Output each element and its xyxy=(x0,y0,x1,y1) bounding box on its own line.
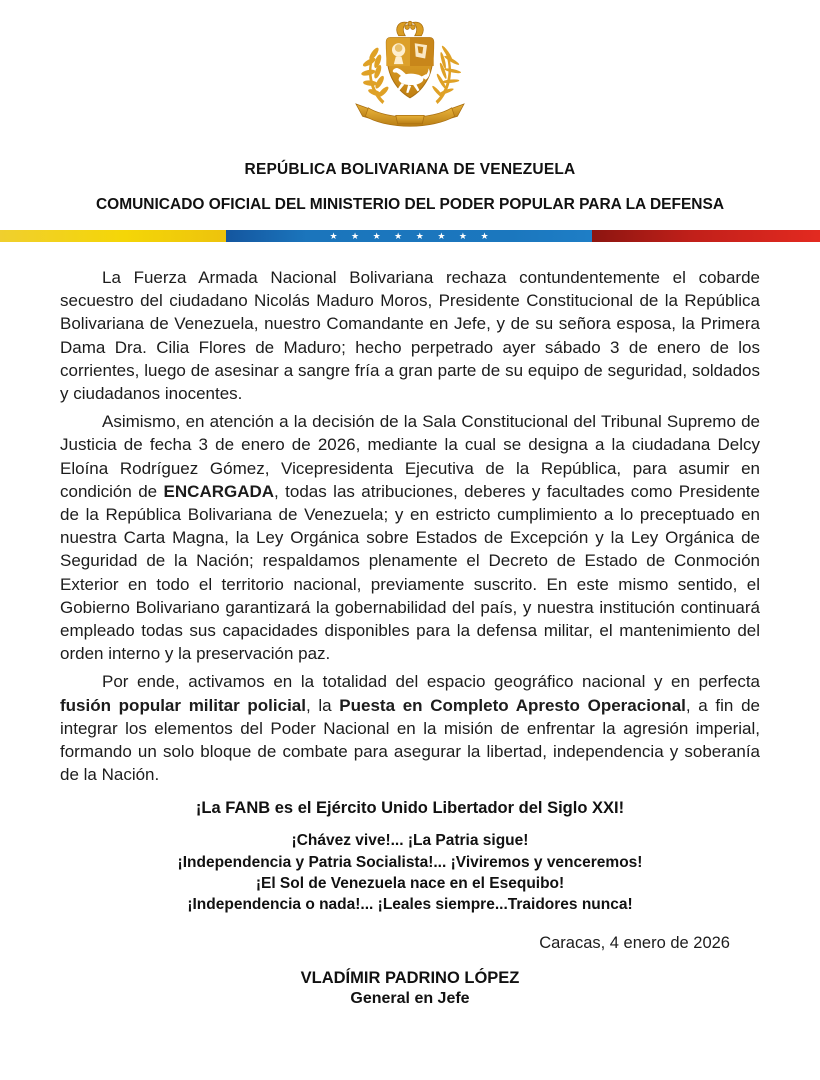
signature-name: VLADÍMIR PADRINO LÓPEZ xyxy=(300,968,520,987)
fanb-headline: ¡La FANB es el Ejército Unido Libertador del Siglo XXI! xyxy=(195,799,625,818)
dateline: Caracas, 4 enero de 2026 xyxy=(539,933,730,952)
communique-title: COMUNICADO OFICIAL DEL MINISTERIO DEL PODER POPULAR PARA LA DEFENSA xyxy=(95,196,725,213)
paragraph-3-bold-fusion: fusión popular militar policial xyxy=(60,695,306,715)
paragraph-2 xyxy=(60,410,760,665)
signature-rank: General en Jefe xyxy=(350,989,470,1007)
slogan-line-3: ¡El Sol de Venezuela nace en el Esequibo! xyxy=(255,875,565,893)
flag-stars-icon: ★ ★ ★ ★ ★ ★ ★ ★ xyxy=(329,231,491,241)
paragraph-2-text: Asimismo, en atención a la decisión de la Sala Constitucional del Tribunal Supremo de Justicia de fecha 3 de enero de 2026, mediante la cual se designa a la ciudadana Delcy Eloína Rodríguez Gómez, Vicepresidenta Ejecutiva de la República, para asumir en condición de xyxy=(60,412,760,501)
flag-bar xyxy=(0,230,820,242)
emblem-container xyxy=(0,0,820,145)
country-title: REPÚBLICA BOLIVARIANA DE VENEZUELA xyxy=(244,161,576,178)
paragraph-2-text-cont: , todas las atribuciones, deberes y facultades como Presidente de la República Bolivariana de Venezuela; y en estricto cumplimiento a lo preceptuado en nuestra Carta Magna, la Ley Orgánica sobre Estados de Excepción y la Ley Orgánica de Seguridad de la Nación; respaldamos plenamente el Decreto de Estado de Conmoción Exterior en todo el territorio nacional, previamente suscrito. En este mismo sentido, el Gobierno Bolivariano garantizará la gobernabilidad del país, y nuestra institución continuará empleado todas sus capacidades disponibles para la defensa militar, el mantenimiento del orden interno y la preservación paz. xyxy=(60,481,760,664)
paragraph-3-text: Por ende, activamos en la totalidad del espacio geográfico nacional y en perfecta xyxy=(102,672,760,692)
slogan-block xyxy=(60,830,760,915)
slogan-line-2: ¡Independencia y Patria Socialista!... ¡Viviremos y venceremos! xyxy=(177,853,643,871)
paragraph-2-bold-encargada: ENCARGADA xyxy=(163,481,275,501)
paragraph-3-text-cont: , a fin de integrar los elementos del Poder Nacional en la misión de enfrentar la agresión imperial, formando un solo bloque de combate para asegurar la libertad, independencia y soberanía de la Nación. xyxy=(60,695,760,785)
coat-of-arms-icon xyxy=(348,12,472,145)
paragraph-1-text: La Fuerza Armada Nacional Bolivariana rechaza contundentemente el cobarde secuestro del ciudadano Nicolás Maduro Moros, Presidente Constitucional de la República Bolivariana de Venezuela, nuestro Comandante en Jefe, y de su señora esposa, la Primera Dama Dra. Cilia Flores de Maduro; hecho perpetrado ayer sábado 3 de enero de los corrientes, luego de asesinar a sangre fría a gran parte de su equipo de seguridad, soldados y ciudadanos inocentes. xyxy=(60,268,760,404)
slogan-line-4: ¡Independencia o nada!... ¡Leales siempre...Traidores nunca! xyxy=(187,896,633,914)
document-body xyxy=(0,242,820,1008)
slogan-line-1: ¡Chávez vive!... ¡La Patria sigue! xyxy=(291,832,529,850)
paragraph-1 xyxy=(60,266,760,405)
paragraph-3 xyxy=(60,670,760,786)
paragraph-3-text-mid: , la xyxy=(305,695,340,715)
paragraph-3-bold-apresto: Puesta en Completo Apresto Operacional xyxy=(339,695,686,715)
